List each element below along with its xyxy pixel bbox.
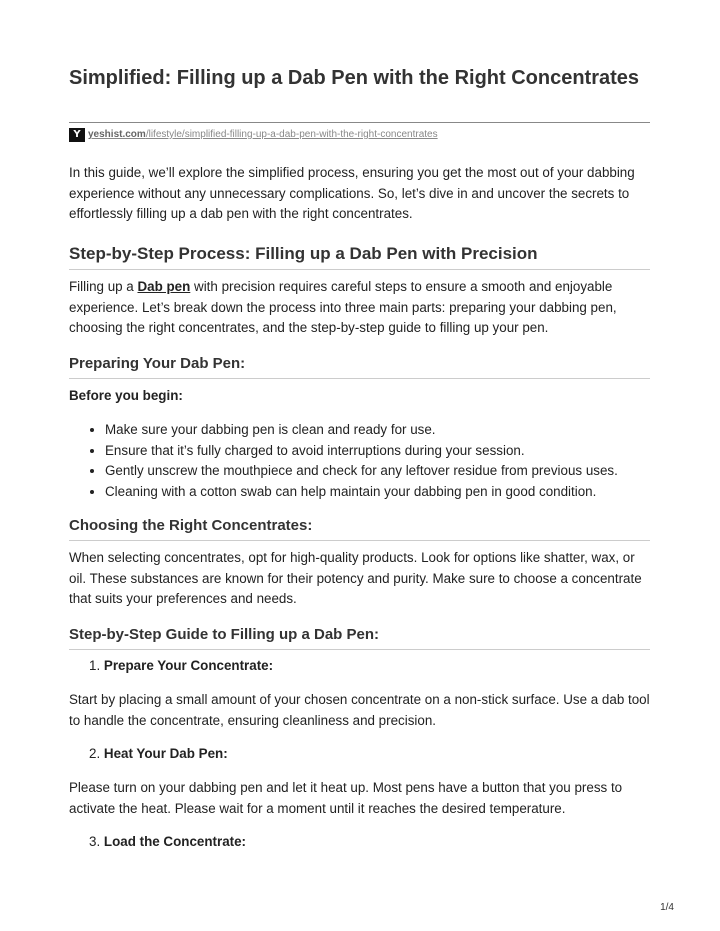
process-paragraph: Filling up a Dab pen with precision requires careful steps to ensure a smooth and enjoyable experience. Let’s break down the process into three main parts: preparing your dabbing pen, choosing the right concentrates, and the step-by-step guide to filling up your pen. (69, 279, 617, 335)
step-2-text: Please turn on your dabbing pen and let it heat up. Most pens have a button that you press to activate the heat. Please wait for a moment until it reaches the desired temperature. (69, 780, 623, 816)
section-heading-guide: Step-by-Step Guide to Filling up a Dab Pen: (69, 625, 650, 650)
step-1-text: Start by placing a small amount of your chosen concentrate on a non-stick surface. Use a dab tool to handle the concentrate, ensuring cleanliness and precision. (69, 692, 650, 728)
before-you-begin-label: Before you begin: (69, 388, 183, 403)
page-number: 1/4 (660, 902, 674, 913)
step-3-heading: 3. Load the Concentrate: (89, 834, 247, 849)
list-item: • Make sure your dabbing pen is clean and ready for use. (105, 420, 686, 441)
section-heading-preparing: Preparing Your Dab Pen: (69, 354, 650, 379)
source-domain: yeshist.com (88, 129, 146, 140)
list-item: • Ensure that it’s fully charged to avoid interruptions during your session. (105, 441, 686, 462)
yeshist-logo-icon: Y (69, 128, 85, 142)
source-link[interactable] (88, 129, 438, 140)
list-item: • Cleaning with a cotton swab can help maintain your dabbing pen in good condition. (105, 482, 686, 503)
concentrates-paragraph: When selecting concentrates, opt for high-quality products. Look for options like shatter, wax, or oil. These substances are known for their potency and purity. Make sure to choose a concentrate that suits your preferences and needs. (69, 550, 642, 606)
step-1-heading: 1. Prepare Your Concentrate: (89, 658, 274, 673)
list-item: • Gently unscrew the mouthpiece and check for any leftover residue from previous uses. (105, 461, 686, 482)
preparation-list (69, 420, 686, 502)
section-heading-process: Step-by-Step Process: Filling up a Dab Pen with Precision (69, 243, 650, 270)
section-heading-concentrates: Choosing the Right Concentrates: (69, 516, 650, 541)
page-title: Simplified: Filling up a Dab Pen with the Right Concentrates (69, 67, 640, 89)
source-line (69, 122, 650, 144)
dab-pen-link[interactable]: Dab pen (137, 279, 191, 294)
step-2-heading: 2. Heat Your Dab Pen: (89, 746, 228, 761)
intro-paragraph: In this guide, we’ll explore the simplified process, ensuring you get the most out of your dabbing experience without any unnecessary complications. So, let’s dive in and uncover the secrets to effortlessly filling up a dab pen with the right concentrates. (69, 165, 635, 221)
source-path: /lifestyle/simplified-filling-up-a-dab-pen-with-the-right-concentrates (145, 129, 438, 140)
